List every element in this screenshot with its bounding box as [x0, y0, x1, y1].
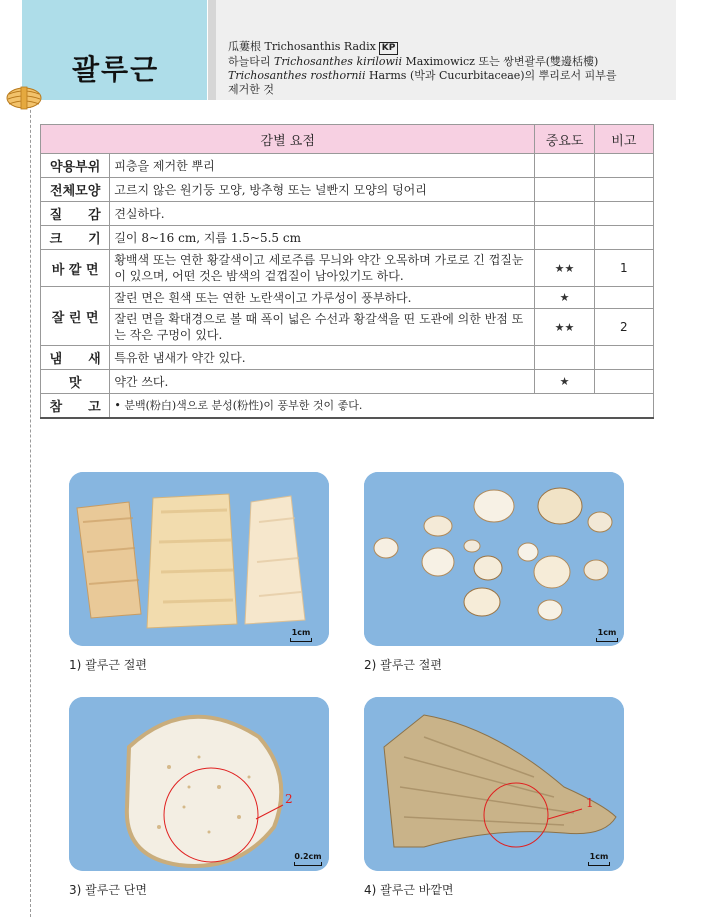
row-desc: 잘린 면은 흰색 또는 연한 노란색이고 가루성이 풍부하다.	[110, 287, 535, 309]
row-remark	[594, 346, 653, 370]
scale-label: 0.2cm	[294, 852, 322, 861]
root-slices-image	[69, 472, 329, 646]
row-remark	[594, 287, 653, 309]
table-row	[41, 394, 654, 419]
scale-label: 1cm	[291, 628, 311, 637]
row-remark: 2	[594, 309, 653, 346]
table-row	[41, 226, 654, 250]
part-text: 제거한 것	[228, 83, 275, 96]
root-discs-image	[364, 472, 624, 646]
page-title: 괄루근	[72, 53, 160, 86]
row-remark	[594, 226, 653, 250]
row-importance	[535, 178, 594, 202]
scale-label: 1cm	[597, 628, 617, 637]
figure-caption-1: 1) 괄루근 절편	[69, 658, 147, 672]
row-desc: 길이 8~16 cm, 지름 1.5~5.5 cm	[110, 226, 535, 250]
photo-slices-2	[364, 472, 624, 646]
row-label: 바 깥 면	[41, 250, 110, 287]
scale-bar-4	[588, 852, 610, 866]
table-row	[41, 309, 654, 346]
row-importance	[535, 154, 594, 178]
header-separator	[208, 0, 216, 100]
row-desc: 약간 쓰다.	[110, 370, 535, 394]
row-importance: ★★	[535, 309, 594, 346]
row-desc: 잘린 면을 확대경으로 볼 때 폭이 넓은 수선과 황갈색을 띤 도관에 의한 반점 또는 작은 구멍이 있다.	[110, 309, 535, 346]
table-row	[41, 287, 654, 309]
row-label: 참 고	[41, 394, 110, 419]
table-row	[41, 346, 654, 370]
photo-cross-section	[69, 697, 329, 871]
cross-section-image	[69, 697, 329, 871]
row-label: 맛	[41, 370, 110, 394]
row-importance	[535, 226, 594, 250]
row-importance	[535, 346, 594, 370]
table-row	[41, 178, 654, 202]
row-label: 질 감	[41, 202, 110, 226]
row-desc: • 분백(粉白)색으로 분성(粉性)이 풍부한 것이 좋다.	[110, 394, 654, 419]
photo-outer-surface	[364, 697, 624, 871]
marker-label-2: 2	[285, 792, 293, 806]
row-desc: 고르지 않은 원기둥 모양, 방추형 또는 널빤지 모양의 덩어리	[110, 178, 535, 202]
species-name-1: Trichosanthes kirilowii	[274, 55, 402, 68]
table-row	[41, 154, 654, 178]
row-label: 전체모양	[41, 178, 110, 202]
row-importance	[535, 202, 594, 226]
row-remark	[594, 178, 653, 202]
herb-bundle-icon	[4, 84, 44, 112]
outer-surface-image	[364, 697, 624, 871]
table-row	[41, 202, 654, 226]
marker-label-1: 1	[586, 796, 594, 810]
figure-caption-3: 3) 괄루근 단면	[69, 883, 147, 897]
scale-label: 1cm	[589, 852, 609, 861]
header-points: 감별 요점	[41, 125, 535, 154]
row-remark	[594, 202, 653, 226]
origin-text: 하늘타리	[228, 55, 275, 68]
family-text: Harms (박과 Cucurbitaceae)의 뿌리로서 피부를	[365, 69, 617, 82]
table-row	[41, 250, 654, 287]
row-desc: 특유한 냄새가 약간 있다.	[110, 346, 535, 370]
photo-slices-1	[69, 472, 329, 646]
kp-badge: KP	[379, 42, 399, 55]
latin-name-line: 瓜蔞根 Trichosanthis Radix	[228, 40, 376, 53]
row-desc: 견실하다.	[110, 202, 535, 226]
row-label: 크 기	[41, 226, 110, 250]
header-description	[228, 40, 678, 97]
margin-dashed-line	[30, 0, 31, 917]
figure-caption-4: 4) 괄루근 바깥면	[364, 883, 454, 897]
scale-bar-1	[290, 628, 312, 642]
row-importance: ★★	[535, 250, 594, 287]
row-label: 약용부위	[41, 154, 110, 178]
row-label: 냄 새	[41, 346, 110, 370]
row-remark	[594, 370, 653, 394]
header-remarks: 비고	[594, 125, 653, 154]
row-label: 잘 린 면	[41, 287, 110, 346]
row-desc: 황백색 또는 연한 황갈색이고 세로주름 무늬와 약간 오목하며 가로로 긴 껍질눈이 있으며, 어떤 것은 밤색의 겉껍질이 남아있기도 하다.	[110, 250, 535, 287]
origin-text-cont: Maximowicz 또는 쌍변괄루(雙邊栝樓)	[402, 55, 599, 68]
header-importance: 중요도	[535, 125, 594, 154]
table-row	[41, 370, 654, 394]
scale-bar-2	[596, 628, 618, 642]
row-remark	[594, 154, 653, 178]
row-desc: 피층을 제거한 뿌리	[110, 154, 535, 178]
species-name-2: Trichosanthes rosthornii	[228, 69, 366, 82]
row-remark: 1	[594, 250, 653, 287]
row-importance: ★	[535, 370, 594, 394]
row-importance: ★	[535, 287, 594, 309]
scale-bar-3	[294, 852, 322, 866]
figure-caption-2: 2) 괄루근 절편	[364, 658, 442, 672]
identification-table	[40, 124, 654, 419]
